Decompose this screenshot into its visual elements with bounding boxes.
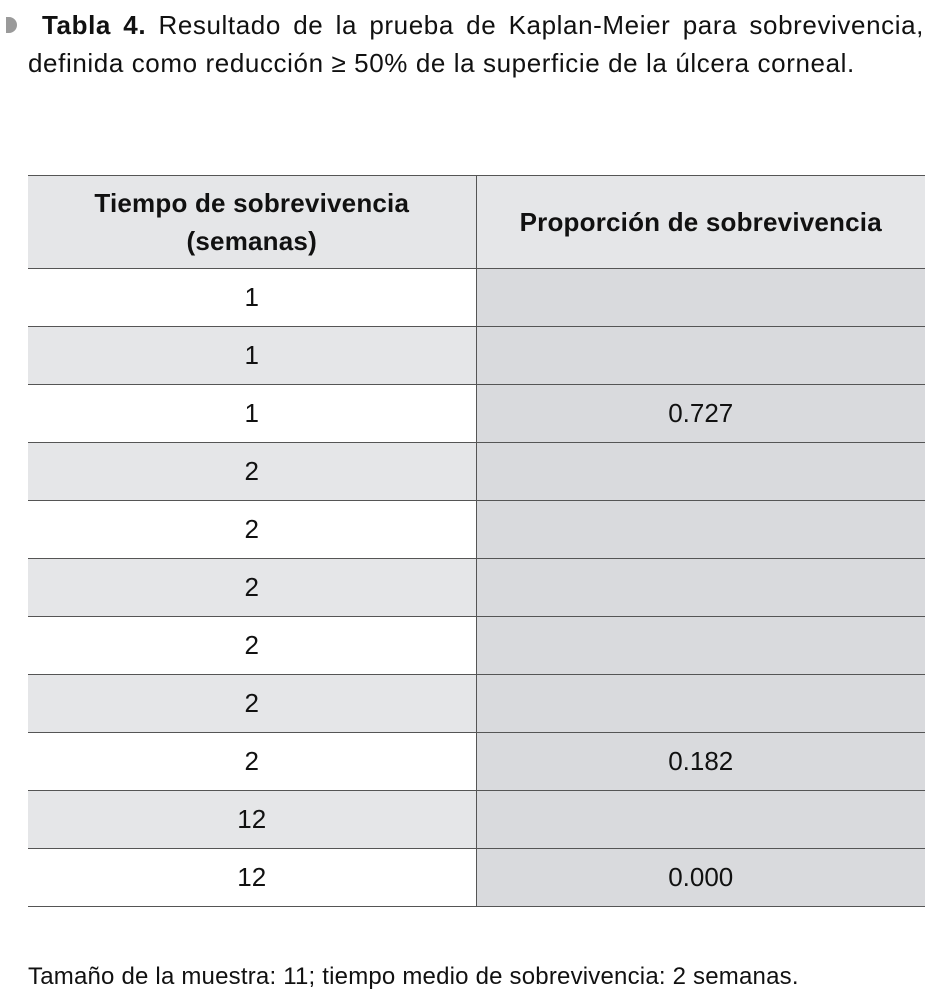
table-row: [28, 675, 925, 733]
table-row: [28, 559, 925, 617]
survival-proportion-cell: 0.000: [476, 849, 925, 907]
survival-time-cell: 2: [28, 501, 476, 559]
survival-time-cell: 2: [28, 443, 476, 501]
survival-proportion-cell: [476, 675, 925, 733]
survival-proportion-cell: [476, 617, 925, 675]
table-row: [28, 617, 925, 675]
table-row: [28, 443, 925, 501]
survival-proportion-cell: [476, 443, 925, 501]
kaplan-meier-table: [28, 175, 925, 907]
caption-label: Tabla 4.: [42, 10, 147, 40]
survival-proportion-cell: [476, 269, 925, 327]
table-row: [28, 501, 925, 559]
caption-text: Resultado de la prueba de Kaplan-Meier para sobrevivencia, definida como reducción ≥ 50% de la superficie de la úlcera corneal.: [28, 10, 925, 78]
survival-proportion-cell: [476, 501, 925, 559]
table-row: [28, 327, 925, 385]
survival-proportion-cell: [476, 327, 925, 385]
caption-marker-icon: [6, 17, 17, 33]
survival-proportion-cell: 0.182: [476, 733, 925, 791]
table-row: [28, 269, 925, 327]
header-survival-proportion: Proporción de sobrevivencia: [476, 176, 925, 269]
survival-time-cell: 1: [28, 385, 476, 443]
table-row: [28, 849, 925, 907]
header-survival-time: Tiempo de sobrevivencia (semanas): [28, 176, 476, 269]
survival-time-cell: 2: [28, 733, 476, 791]
table-row: [28, 733, 925, 791]
header-row: [28, 176, 925, 269]
survival-time-cell: 2: [28, 559, 476, 617]
table-footnote: Tamaño de la muestra: 11; tiempo medio de sobrevivencia: 2 semanas.: [28, 963, 799, 990]
survival-time-cell: 2: [28, 617, 476, 675]
table-row: [28, 385, 925, 443]
table-row: [28, 791, 925, 849]
survival-time-cell: 12: [28, 849, 476, 907]
survival-proportion-cell: 0.727: [476, 385, 925, 443]
survival-time-cell: 1: [28, 269, 476, 327]
survival-time-cell: 12: [28, 791, 476, 849]
survival-proportion-cell: [476, 791, 925, 849]
table-caption: [28, 6, 924, 82]
survival-time-cell: 2: [28, 675, 476, 733]
survival-time-cell: 1: [28, 327, 476, 385]
survival-proportion-cell: [476, 559, 925, 617]
